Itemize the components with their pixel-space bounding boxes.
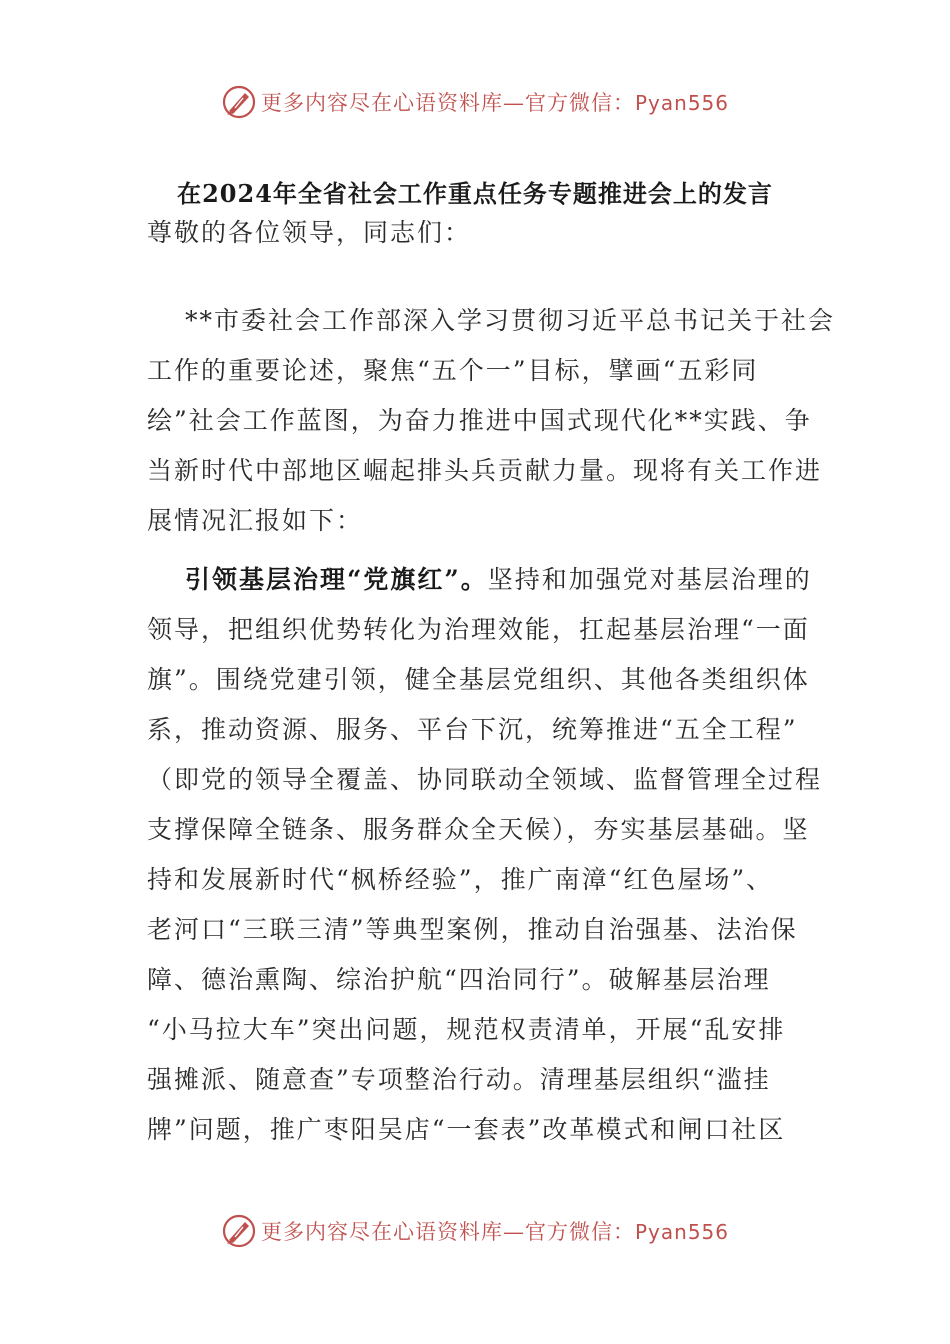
paragraph-intro (147, 296, 836, 546)
paragraph-party-flag (147, 555, 823, 1155)
banner-wechat-id: Pyan556 (634, 91, 729, 115)
section-lead-heading: 引领基层治理“党旗红”。 (185, 565, 488, 594)
fountain-pen-logo-icon (221, 1213, 257, 1249)
document-title: 在2024年全省社会工作重点任务专题推进会上的发言 (177, 179, 773, 208)
banner-text (261, 1216, 729, 1246)
paragraph-line: 持和发展新时代“枫桥经验”，推广南漳“红色屋场”、 (147, 865, 774, 894)
paragraph-line: 旗”。围绕党建引领，健全基层党组织、其他各类组织体 (147, 665, 810, 694)
paragraph-line: 系，推动资源、服务、平台下沉，统筹推进“五全工程” (147, 715, 798, 744)
paragraph-line-rest: 坚持和加强党对基层治理的 (487, 565, 812, 594)
paragraph-line: 当新时代中部地区崛起排头兵贡献力量。现将有关工作进 (147, 456, 823, 485)
paragraph-line: **市委社会工作部深入学习贯彻习近平总书记关于社会 (185, 306, 836, 335)
paragraph-first-line (147, 555, 812, 605)
paragraph-line: 展情况汇报如下： (147, 506, 364, 535)
fountain-pen-logo-icon (221, 84, 257, 120)
paragraph-line: 领导，把组织优势转化为治理效能，扛起基层治理“一面 (147, 615, 810, 644)
paragraph-line: 支撑保障全链条、服务群众全天候），夯实基层基础。坚 (147, 815, 810, 844)
paragraph-line: 绘”社会工作蓝图，为奋力推进中国式现代化**实践、争 (147, 406, 812, 435)
salutation: 尊敬的各位领导，同志们： (147, 218, 472, 247)
banner-text (261, 87, 729, 117)
banner-text-cn: 更多内容尽在心语资料库—官方微信： (260, 1220, 635, 1244)
banner-text-cn: 更多内容尽在心语资料库—官方微信： (260, 91, 635, 115)
banner-wechat-id: Pyan556 (634, 1220, 729, 1244)
header-banner (0, 82, 950, 122)
paragraph-line: “小马拉大车”突出问题，规范权责清单，开展“乱安排 (147, 1015, 786, 1044)
paragraph-line: （即党的领导全覆盖、协同联动全领域、监督管理全过程 (147, 765, 823, 794)
paragraph-line: 老河口“三联三清”等典型案例，推动自治强基、法治保 (147, 915, 798, 944)
paragraph-line: 障、德治熏陶、综治护航“四治同行”。破解基层治理 (147, 965, 771, 994)
paragraph-line: 牌”问题，推广枣阳吴店“一套表”改革模式和闸口社区 (147, 1115, 786, 1144)
footer-banner (0, 1211, 950, 1251)
paragraph-line: 工作的重要论述，聚焦“五个一”目标，擘画“五彩同 (147, 356, 759, 385)
paragraph-line: 强摊派、随意查”专项整治行动。清理基层组织“滥挂 (147, 1065, 771, 1094)
